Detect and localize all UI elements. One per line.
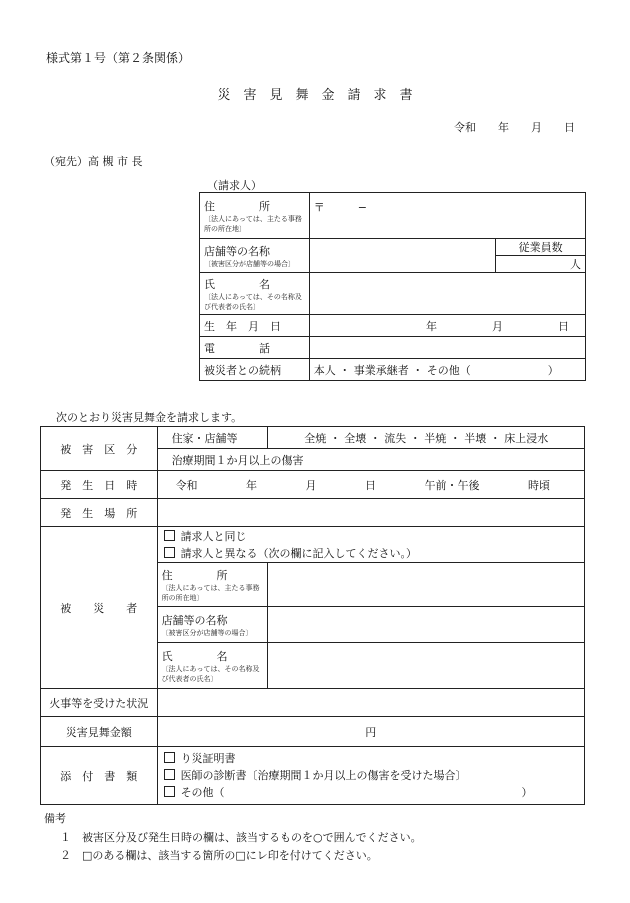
claimant-table xyxy=(199,192,586,381)
claimant-address-field[interactable] xyxy=(309,193,585,239)
date-ampm: 午前・午後 xyxy=(424,478,480,492)
note-2: ２ □のある欄は、該当する箇所の□にレ印を付けてください。 xyxy=(60,849,378,862)
victim-options xyxy=(157,527,584,563)
date-era: 令和 xyxy=(175,478,198,492)
date-day: 日 xyxy=(365,478,377,492)
victim-option-different[interactable]: 請求人と異なる（次の欄に記入してください。） xyxy=(164,545,580,562)
victim-shop-label: 店舗等の名称 xyxy=(161,613,228,627)
damage-table xyxy=(40,426,585,805)
claimant-shop-field[interactable] xyxy=(309,239,495,273)
claimant-address-note: 〔法人にあっては、主たる事務所の所在地〕 xyxy=(204,214,302,233)
situation-label: 火事等を受けた状況 xyxy=(41,689,158,717)
request-text: 次のとおり災害見舞金を請求します。 xyxy=(56,411,243,424)
employees-unit: 人 xyxy=(570,258,581,271)
relation-value: 本人 ・ 事業承継者 ・ その他（ ） xyxy=(313,363,559,377)
situation-field[interactable] xyxy=(157,689,584,717)
notes-heading: 備考 xyxy=(44,812,66,825)
claimant-caption: （請求人） xyxy=(207,179,262,192)
page-title: 災 害 見 舞 金 請 求 書 xyxy=(217,88,413,103)
claimant-shop-label-cell xyxy=(200,239,310,273)
claimant-name-field[interactable] xyxy=(309,273,585,315)
victim-shop-field[interactable] xyxy=(268,607,585,643)
attach-options xyxy=(157,747,584,805)
form-number: 様式第１号（第２条関係） xyxy=(46,51,191,65)
victim-address-label-cell xyxy=(157,563,268,607)
birth-value: 年 月 日 xyxy=(426,319,569,333)
date-hour: 時頃 xyxy=(527,478,550,492)
claimant-shop-label: 店舗等の名称 xyxy=(204,244,270,258)
claimant-name-label: 氏 名 xyxy=(204,277,270,291)
amount-label: 災害見舞金額 xyxy=(41,717,158,747)
date-field[interactable] xyxy=(157,471,584,499)
checkbox-icon[interactable] xyxy=(164,769,175,780)
victim-name-label: 氏 名 xyxy=(161,649,228,663)
date-year: 年 xyxy=(246,478,258,492)
victim-shop-note: 〔被害区分が店舗等の場合〕 xyxy=(161,628,253,637)
category-a-options[interactable]: 全焼 ・ 全壊 ・ 流失 ・ 半焼 ・ 半壊 ・ 床上浸水 xyxy=(268,427,585,449)
claimant-name-label-cell xyxy=(200,273,310,315)
victim-address-note: 〔法人にあっては、主たる事務所の所在地〕 xyxy=(161,583,260,602)
employees-field[interactable] xyxy=(496,256,586,273)
note-1: １ 被害区分及び発生日時の欄は、該当するものを○で囲んでください。 xyxy=(60,831,422,844)
date-month: 月 xyxy=(305,478,317,492)
attach-label: 添 付 書 類 xyxy=(41,747,158,805)
employees-label: 従業員数 xyxy=(496,239,586,256)
postal-mark: 〒 − xyxy=(313,201,367,214)
amount-field[interactable] xyxy=(157,717,584,747)
claimant-name-note: 〔法人にあっては、その名称及び代表者の氏名〕 xyxy=(204,292,302,311)
phone-label: 電 話 xyxy=(200,337,310,359)
victim-name-note: 〔法人にあっては、その名称及び代表者の氏名〕 xyxy=(161,664,260,683)
place-label: 発 生 場 所 xyxy=(41,499,158,527)
claimant-address-label-cell xyxy=(200,193,310,239)
victim-label: 被 災 者 xyxy=(41,527,158,689)
birth-field[interactable] xyxy=(309,315,585,337)
checkbox-icon[interactable] xyxy=(164,786,175,797)
victim-name-label-cell xyxy=(157,643,268,689)
category-a[interactable]: 住家・店舗等 xyxy=(157,427,268,449)
claimant-address-label: 住 所 xyxy=(204,199,270,213)
birth-label: 生 年 月 日 xyxy=(200,315,310,337)
addressee: （宛先）高 槻 市 長 xyxy=(44,155,143,168)
category-b[interactable]: 治療期間１か月以上の傷害 xyxy=(157,449,584,471)
claimant-shop-note: 〔被害区分が店舗等の場合〕 xyxy=(204,259,295,268)
checkbox-icon[interactable] xyxy=(164,752,175,763)
date-label: 発 生 日 時 xyxy=(41,471,158,499)
attach-option-certificate[interactable]: り災証明書 xyxy=(164,750,580,767)
victim-address-field[interactable] xyxy=(268,563,585,607)
amount-unit: 円 xyxy=(365,725,377,739)
victim-shop-label-cell xyxy=(157,607,268,643)
checkbox-icon[interactable] xyxy=(164,547,175,558)
phone-field[interactable] xyxy=(309,337,585,359)
date-line: 令和 年 月 日 xyxy=(454,121,575,134)
victim-address-label: 住 所 xyxy=(161,568,228,582)
checkbox-icon[interactable] xyxy=(164,530,175,541)
attach-option-medical[interactable]: 医師の診断書〔治療期間１か月以上の傷害を受けた場合〕 xyxy=(164,767,580,784)
category-label: 被 害 区 分 xyxy=(41,427,158,471)
relation-label: 被災者との続柄 xyxy=(200,359,310,381)
place-field[interactable] xyxy=(157,499,584,527)
victim-option-same[interactable]: 請求人と同じ xyxy=(164,528,580,545)
relation-field[interactable] xyxy=(309,359,585,381)
victim-name-field[interactable] xyxy=(268,643,585,689)
attach-option-other[interactable]: その他（ ） xyxy=(164,784,580,801)
